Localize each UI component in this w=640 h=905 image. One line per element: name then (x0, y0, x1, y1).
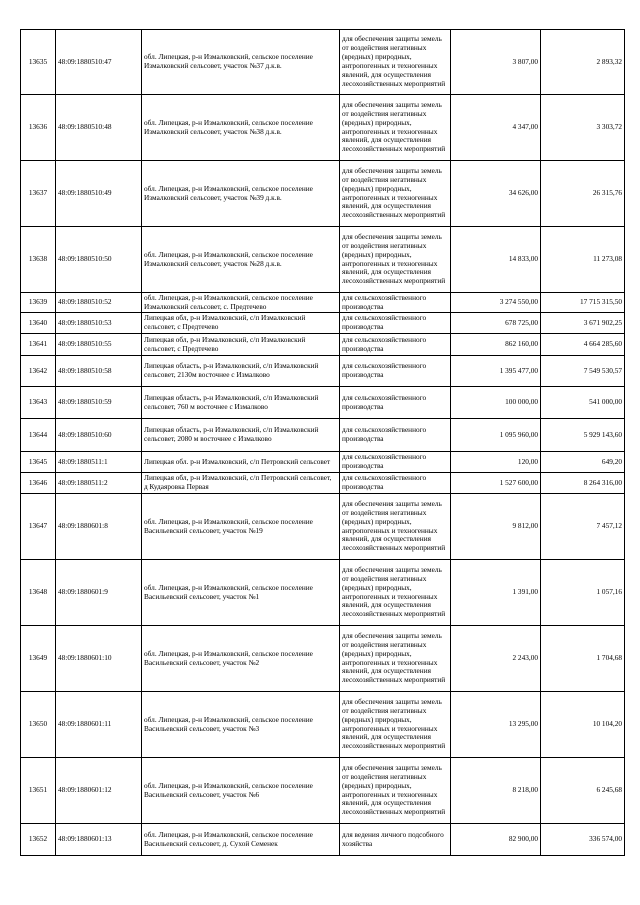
address-cell: обл. Липецкая, р-н Измалковский, сельское поселение Измалковский сельсовет, участок №38 д.к.в. (142, 95, 340, 161)
land-use-cell: для сельскохозяйственного производства (340, 419, 451, 452)
land-use-cell: для ведения личного подсобного хозяйства (340, 824, 451, 856)
area-cell: 14 833,00 (451, 227, 541, 293)
area-cell: 678 725,00 (451, 313, 541, 334)
table-row (21, 356, 625, 387)
cadastral-number-cell: 48:09:1880511:2 (56, 473, 142, 494)
table-row (21, 824, 625, 856)
cadastral-value-cell: 3 671 902,25 (541, 313, 625, 334)
cadastral-value-cell: 6 245,68 (541, 758, 625, 824)
address-cell: Липецкая обл, р-н Измалковский, с/п Измалковский сельсовет, с Предтечево (142, 334, 340, 356)
cadastral-number-cell: 48:09:1880601:13 (56, 824, 142, 856)
row-number-cell: 13636 (21, 95, 56, 161)
address-cell: обл. Липецкая, р-н Измалковский, сельское поселение Васильевский сельсовет, участок №1 (142, 560, 340, 626)
cadastral-number-cell: 48:09:1880510:59 (56, 387, 142, 419)
address-cell: обл. Липецкая, р-н Измалковский, сельское поселение Васильевский сельсовет, д. Сухой Семенек (142, 824, 340, 856)
cadastral-number-cell: 48:09:1880510:49 (56, 161, 142, 227)
cadastral-number-cell: 48:09:1880511:1 (56, 452, 142, 473)
land-use-cell: для сельскохозяйственного производства (340, 293, 451, 313)
area-cell: 3 274 550,00 (451, 293, 541, 313)
land-use-cell: для сельскохозяйственного производства (340, 356, 451, 387)
row-number-cell: 13652 (21, 824, 56, 856)
cadastral-value-cell: 11 273,08 (541, 227, 625, 293)
land-register-table (20, 29, 625, 856)
area-cell: 1 527 600,00 (451, 473, 541, 494)
cadastral-number-cell: 48:09:1880601:12 (56, 758, 142, 824)
cadastral-value-cell: 2 893,32 (541, 30, 625, 95)
cadastral-value-cell: 649,20 (541, 452, 625, 473)
area-cell: 34 626,00 (451, 161, 541, 227)
address-cell: Липецкая обл, р-н Измалковский, с/п Петровский сельсовет, д Кудаяровка Первая (142, 473, 340, 494)
row-number-cell: 13641 (21, 334, 56, 356)
table-row (21, 30, 625, 95)
table-row (21, 473, 625, 494)
land-use-cell: для сельскохозяйственного производства (340, 452, 451, 473)
land-use-cell: для обеспечения защиты земель от воздействия негативных (вредных) природных, антропогенных и техногенных явлений, для осуществления лесохозяйственных мероприятий (340, 95, 451, 161)
address-cell: обл. Липецкая, р-н Измалковский, сельское поселение Измалковский сельсовет, с. Предтечево (142, 293, 340, 313)
row-number-cell: 13650 (21, 692, 56, 758)
table-row (21, 626, 625, 692)
cadastral-value-cell: 7 457,12 (541, 494, 625, 560)
table-row (21, 560, 625, 626)
address-cell: Липецкая область, р-н Измалковский, с/п Измалковский сельсовет, 2130м восточнее с Измалково (142, 356, 340, 387)
cadastral-number-cell: 48:09:1880510:47 (56, 30, 142, 95)
area-cell: 1 395 477,00 (451, 356, 541, 387)
area-cell: 13 295,00 (451, 692, 541, 758)
land-use-cell: для обеспечения защиты земель от воздействия негативных (вредных) природных, антропогенных и техногенных явлений, для осуществления лесохозяйственных мероприятий (340, 494, 451, 560)
land-use-cell: для сельскохозяйственного производства (340, 473, 451, 494)
row-number-cell: 13642 (21, 356, 56, 387)
table-row (21, 494, 625, 560)
address-cell: Липецкая обл. р-н Измалковский, с/п Петровский сельсовет (142, 452, 340, 473)
address-cell: обл. Липецкая, р-н Измалковский, сельское поселение Измалковский сельсовет, участок №39 д.к.в. (142, 161, 340, 227)
area-cell: 100 000,00 (451, 387, 541, 419)
land-use-cell: для обеспечения защиты земель от воздействия негативных (вредных) природных, антропогенных и техногенных явлений, для осуществления лесохозяйственных мероприятий (340, 227, 451, 293)
area-cell: 120,00 (451, 452, 541, 473)
table-row (21, 334, 625, 356)
cadastral-value-cell: 7 549 530,57 (541, 356, 625, 387)
cadastral-value-cell: 10 104,20 (541, 692, 625, 758)
table-row (21, 452, 625, 473)
land-use-cell: для сельскохозяйственного производства (340, 334, 451, 356)
cadastral-value-cell: 8 264 316,00 (541, 473, 625, 494)
area-cell: 2 243,00 (451, 626, 541, 692)
area-cell: 8 218,00 (451, 758, 541, 824)
row-number-cell: 13637 (21, 161, 56, 227)
address-cell: обл. Липецкая, р-н Измалковский, сельское поселение Васильевский сельсовет, участок №19 (142, 494, 340, 560)
area-cell: 1 391,00 (451, 560, 541, 626)
cadastral-value-cell: 541 000,00 (541, 387, 625, 419)
cadastral-number-cell: 48:09:1880510:53 (56, 313, 142, 334)
table-row (21, 387, 625, 419)
cadastral-number-cell: 48:09:1880601:9 (56, 560, 142, 626)
land-use-cell: для сельскохозяйственного производства (340, 313, 451, 334)
cadastral-value-cell: 26 315,76 (541, 161, 625, 227)
address-cell: Липецкая область, р-н Измалковский, с/п Измалковский сельсовет, 760 м восточнее с Измалково (142, 387, 340, 419)
cadastral-value-cell: 17 715 315,50 (541, 293, 625, 313)
area-cell: 82 900,00 (451, 824, 541, 856)
area-cell: 3 807,00 (451, 30, 541, 95)
row-number-cell: 13651 (21, 758, 56, 824)
table-row (21, 293, 625, 313)
row-number-cell: 13648 (21, 560, 56, 626)
table-body (21, 30, 625, 856)
table-row (21, 758, 625, 824)
row-number-cell: 13643 (21, 387, 56, 419)
cadastral-number-cell: 48:09:1880601:11 (56, 692, 142, 758)
row-number-cell: 13635 (21, 30, 56, 95)
land-use-cell: для обеспечения защиты земель от воздействия негативных (вредных) природных, антропогенных и техногенных явлений, для осуществления лесохозяйственных мероприятий (340, 692, 451, 758)
cadastral-number-cell: 48:09:1880510:50 (56, 227, 142, 293)
address-cell: обл. Липецкая, р-н Измалковский, сельское поселение Измалковский сельсовет, участок №28 д.к.в. (142, 227, 340, 293)
land-use-cell: для обеспечения защиты земель от воздействия негативных (вредных) природных, антропогенных и техногенных явлений, для осуществления лесохозяйственных мероприятий (340, 560, 451, 626)
cadastral-value-cell: 4 664 285,60 (541, 334, 625, 356)
table-row (21, 313, 625, 334)
cadastral-value-cell: 1 704,68 (541, 626, 625, 692)
cadastral-value-cell: 5 929 143,60 (541, 419, 625, 452)
row-number-cell: 13646 (21, 473, 56, 494)
cadastral-number-cell: 48:09:1880510:60 (56, 419, 142, 452)
table-row (21, 95, 625, 161)
address-cell: Липецкая область, р-н Измалковский, с/п Измалковский сельсовет, 2080 м восточнее с Измалково (142, 419, 340, 452)
row-number-cell: 13645 (21, 452, 56, 473)
address-cell: обл. Липецкая, р-н Измалковский, сельское поселение Васильевский сельсовет, участок №3 (142, 692, 340, 758)
row-number-cell: 13639 (21, 293, 56, 313)
address-cell: обл. Липецкая, р-н Измалковский, сельское поселение Васильевский сельсовет, участок №2 (142, 626, 340, 692)
row-number-cell: 13638 (21, 227, 56, 293)
table-row (21, 227, 625, 293)
area-cell: 4 347,00 (451, 95, 541, 161)
table-row (21, 419, 625, 452)
address-cell: обл. Липецкая, р-н Измалковский, сельское поселение Измалковский сельсовет, участок №37 д.к.в. (142, 30, 340, 95)
area-cell: 1 095 960,00 (451, 419, 541, 452)
cadastral-number-cell: 48:09:1880601:8 (56, 494, 142, 560)
table-row (21, 161, 625, 227)
land-use-cell: для обеспечения защиты земель от воздействия негативных (вредных) природных, антропогенных и техногенных явлений, для осуществления лесохозяйственных мероприятий (340, 161, 451, 227)
land-use-cell: для обеспечения защиты земель от воздействия негативных (вредных) природных, антропогенных и техногенных явлений, для осуществления лесохозяйственных мероприятий (340, 758, 451, 824)
land-use-cell: для сельскохозяйственного производства (340, 387, 451, 419)
table-row (21, 692, 625, 758)
row-number-cell: 13644 (21, 419, 56, 452)
row-number-cell: 13649 (21, 626, 56, 692)
cadastral-number-cell: 48:09:1880510:58 (56, 356, 142, 387)
row-number-cell: 13640 (21, 313, 56, 334)
address-cell: обл. Липецкая, р-н Измалковский, сельское поселение Васильевский сельсовет, участок №6 (142, 758, 340, 824)
land-use-cell: для обеспечения защиты земель от воздействия негативных (вредных) природных, антропогенных и техногенных явлений, для осуществления лесохозяйственных мероприятий (340, 30, 451, 95)
area-cell: 9 812,00 (451, 494, 541, 560)
cadastral-value-cell: 1 057,16 (541, 560, 625, 626)
cadastral-number-cell: 48:09:1880510:48 (56, 95, 142, 161)
row-number-cell: 13647 (21, 494, 56, 560)
address-cell: Липецкая обл, р-н Измалковский, с/п Измалковский сельсовет, с Предтечево (142, 313, 340, 334)
cadastral-value-cell: 336 574,00 (541, 824, 625, 856)
cadastral-number-cell: 48:09:1880601:10 (56, 626, 142, 692)
cadastral-number-cell: 48:09:1880510:55 (56, 334, 142, 356)
cadastral-value-cell: 3 303,72 (541, 95, 625, 161)
area-cell: 862 160,00 (451, 334, 541, 356)
land-use-cell: для обеспечения защиты земель от воздействия негативных (вредных) природных, антропогенных и техногенных явлений, для осуществления лесохозяйственных мероприятий (340, 626, 451, 692)
cadastral-number-cell: 48:09:1880510:52 (56, 293, 142, 313)
